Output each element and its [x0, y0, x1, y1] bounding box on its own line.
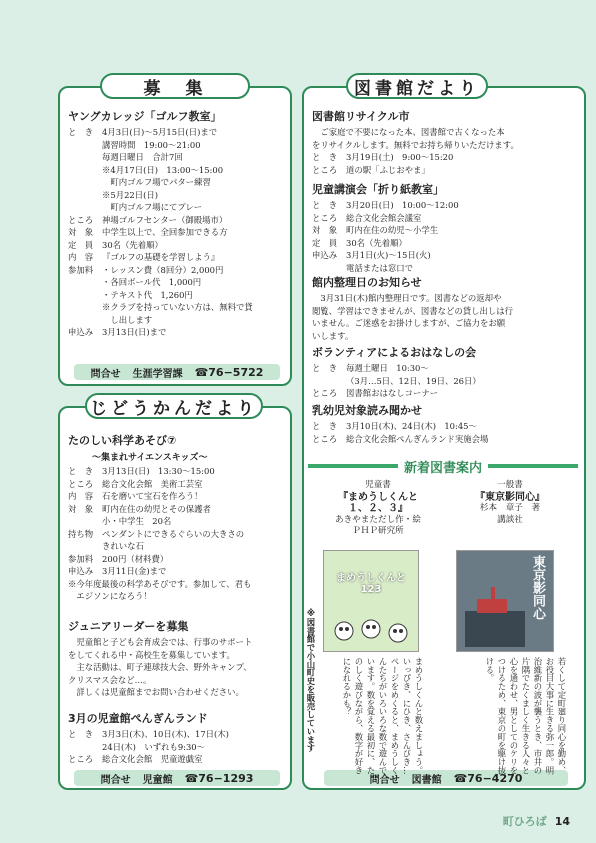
origami-heading: 児童講演会「折り紙教室」: [312, 183, 444, 196]
contact-label: 問合せ: [100, 774, 131, 786]
closure-text-1: 3月31日(木)館内整理日です。図書などの返却や: [312, 293, 502, 303]
detail-label: 申込み: [68, 327, 94, 337]
detail-value: 図書館おはなしコーナー: [346, 388, 439, 398]
detail-row: [68, 201, 290, 214]
detail-label: [68, 164, 102, 177]
detail-row: [68, 326, 290, 339]
detail-value: 3月13日(日) 13:30～15:00: [102, 466, 215, 476]
detail-value: 『ゴルフの基礎を学習しよう』: [102, 252, 220, 262]
detail-row: [68, 164, 290, 177]
junior-leader-section: [68, 618, 290, 699]
origami-details: [312, 199, 584, 274]
detail-label: [68, 276, 102, 289]
detail-value: 200円（材料費）: [102, 553, 169, 564]
penguin-land-heading: 3月の児童館ぺんぎんランド: [68, 712, 208, 725]
science-note-2: エジソンになろう！: [68, 591, 152, 601]
contact-dept: 生涯学習課: [132, 368, 183, 380]
storytime-heading: ボランティアによるおはなしの会: [312, 346, 477, 359]
detail-label: 定 員: [68, 239, 94, 250]
detail-label: ところ: [68, 754, 94, 764]
detail-row: [68, 276, 290, 289]
detail-row: [68, 553, 290, 566]
book1-author: あきやまただし作・絵: [335, 514, 421, 525]
page-footer: [503, 813, 570, 829]
detail-row: [68, 226, 290, 239]
contact-dept: 児童館: [142, 774, 173, 786]
closure-section: [312, 274, 584, 342]
recycle-text-2: をリサイクルします。無料でお持ち帰りいただけます。: [312, 139, 519, 150]
recycle-text-1: ご家庭で不要になった本、図書館で古くなった本: [312, 127, 505, 137]
detail-row: [312, 375, 584, 388]
detail-label: 内 容: [68, 491, 94, 501]
detail-label: [312, 375, 346, 388]
detail-label: [68, 289, 102, 302]
detail-label: ところ: [312, 388, 338, 398]
contact-tel: ☎76−1293: [184, 771, 254, 785]
detail-value: ペンダントにできるぐらいの大きさの: [102, 528, 245, 539]
detail-label: [68, 314, 102, 327]
book1-cover: [323, 550, 419, 652]
detail-row: [68, 189, 290, 202]
banner-line-right: [488, 464, 578, 468]
detail-row: [68, 490, 290, 503]
book2-info: [450, 480, 570, 526]
book2-description: 若くして定町廻り同心を勤め、お役目大事に生きる弥一郎。明治維新の波が襲うとき、市井の片隅でたくましく生きる人々と心を通わせ、男としてのケリをつけるため、東京の町を駆け抜ける。: [485, 657, 567, 775]
detail-row: [312, 387, 584, 400]
detail-label: [68, 540, 102, 553]
detail-value: ※クラブを持っていない方は、無料で貸: [102, 302, 253, 312]
detail-row: [312, 164, 584, 177]
detail-label: 参加料: [68, 264, 94, 275]
junior-leader-text-1: 児童館と子ども会育成会では、行事のサポート: [68, 637, 253, 647]
detail-value: ・各回ボール代 1,000円: [102, 277, 202, 287]
junior-leader-text-3: 主な活動は、町子連球技大会、野外キャンプ、: [68, 662, 252, 672]
origami-section: [312, 181, 584, 274]
jido-title: [85, 393, 263, 419]
detail-value: 道の駅「ふじおやま」: [346, 164, 430, 175]
book1-title: 『まめうしくんと: [338, 491, 418, 503]
junior-leader-text-2: をしてくれる中・高校生を募集しています。: [68, 649, 235, 660]
detail-label: ところ: [68, 214, 94, 225]
detail-value: し出します: [102, 314, 153, 325]
detail-value: 総合文化会館会議室: [346, 212, 422, 223]
detail-value: 電話または窓口で: [346, 262, 413, 273]
detail-value: 石を磨いて宝石を作ろう！: [102, 491, 203, 501]
detail-label: [68, 301, 102, 314]
detail-label: と き: [68, 127, 94, 137]
detail-value: 3月13日(日)まで: [102, 327, 167, 337]
detail-value: 3月1日(火)～15日(火): [346, 250, 431, 260]
detail-row: [312, 262, 584, 275]
detail-value: 神場ゴルフセンター（御殿場市）: [102, 214, 228, 225]
closure-text-2: 閲覧、学習はできませんが、図書などの貸し出しは行: [312, 305, 513, 316]
detail-row: [312, 151, 584, 164]
detail-value: ・テキスト代 1,260円: [102, 289, 193, 300]
contact-tel: ☎76−5722: [194, 365, 264, 379]
detail-row: [68, 565, 290, 578]
book1-publisher: ＰＨＰ研究所: [352, 526, 404, 536]
golf-heading: ヤングカレッジ「ゴルフ教室」: [68, 110, 222, 123]
book1-cover-art: [324, 551, 418, 651]
detail-row: [68, 264, 290, 277]
jido-panel: [58, 406, 292, 790]
detail-value: 総合文化会館ぺんぎんランド実施会場: [346, 433, 489, 444]
detail-value: 4月3日(日)～5月15日(日)まで: [102, 127, 218, 137]
detail-row: [312, 420, 584, 433]
closure-heading: 館内整理日のお知らせ: [312, 276, 422, 289]
detail-label: 対 象: [68, 227, 94, 237]
detail-row: [68, 465, 290, 478]
banner-line-left: [308, 464, 398, 468]
book1-info: [318, 480, 438, 538]
detail-row: [68, 214, 290, 227]
detail-label: ところ: [312, 164, 338, 175]
book1-cover-text: まめうしくんと 123: [336, 573, 406, 595]
detail-value: 中学生以上で、全回参加できる方: [102, 227, 228, 237]
detail-label: と き: [312, 421, 338, 431]
detail-value: 30名（先着順）: [102, 239, 163, 250]
book1-category: 児童書: [365, 480, 391, 490]
detail-row: [68, 528, 290, 541]
detail-value: ※5月22日(日): [102, 189, 159, 200]
junior-leader-heading: ジュニアリーダーを募集: [68, 620, 189, 633]
detail-label: [68, 189, 102, 202]
infant-reading-details: [312, 420, 584, 445]
junior-leader-text-4: クリスマス会など…。: [68, 674, 152, 685]
detail-row: [68, 251, 290, 264]
contact-tel: ☎76−4270: [453, 771, 523, 785]
detail-label: と き: [312, 363, 338, 373]
detail-value: 総合文化会館 美術工芸室: [102, 478, 203, 489]
closure-text-3: いません。ご迷惑をお掛けしますが、ご協力をお願: [312, 318, 506, 328]
detail-value: 3月3日(木)、10日(木)、17日(木): [102, 729, 229, 739]
detail-value: （3月…5日、12日、19日、26日）: [346, 375, 481, 386]
detail-row: [312, 362, 584, 375]
boshu-title: [100, 73, 250, 99]
detail-label: 対 象: [68, 503, 94, 514]
detail-value: 総合文化会館 児童遊戯室: [102, 754, 203, 764]
detail-row: [312, 433, 584, 446]
detail-value: 毎週日曜日 合計7回: [102, 152, 183, 162]
book2-publisher: 講談社: [497, 514, 523, 525]
book2-cover-text: 東京影同心: [530, 555, 545, 620]
penguin-land-section: [68, 710, 290, 766]
detail-label: ところ: [312, 433, 338, 444]
detail-row: [68, 741, 290, 754]
science-section: [68, 432, 290, 603]
detail-label: 申込み: [68, 566, 94, 576]
tosho-title-text: 図書館だより: [354, 78, 480, 99]
detail-label: 定 員: [312, 237, 338, 248]
detail-label: 内 容: [68, 252, 94, 262]
detail-label: [68, 515, 102, 528]
detail-value: 3月10日(木)、24日(木) 10:45～: [346, 421, 477, 431]
detail-row: [68, 151, 290, 164]
penguin-land-details: [68, 728, 290, 766]
detail-label: 申込み: [312, 250, 338, 260]
footer-logo: 町ひろば: [502, 815, 547, 828]
detail-value: 町内ゴルフ場でパター練習: [102, 177, 211, 187]
detail-row: [312, 224, 584, 237]
detail-row: [68, 503, 290, 516]
golf-section: [68, 108, 290, 339]
detail-label: と き: [312, 152, 338, 162]
detail-row: [312, 212, 584, 225]
detail-row: [68, 289, 290, 302]
boshu-title-text: 募 集: [143, 78, 207, 99]
closure-text-4: いします。: [312, 330, 354, 341]
recycle-section: [312, 108, 584, 176]
boshu-contact: [74, 364, 280, 380]
detail-row: [68, 728, 290, 741]
recycle-details: [312, 151, 584, 176]
detail-value: 町内在住の幼児～小学生: [346, 225, 439, 235]
junior-leader-text-5: 詳しくは児童館までお問い合わせください。: [68, 687, 244, 697]
detail-label: ところ: [68, 478, 94, 489]
detail-label: 対 象: [312, 225, 338, 235]
science-heading: たのしい科学あそび⑦: [68, 434, 177, 447]
detail-value: 3月11日(金)まで: [102, 566, 167, 576]
detail-row: [68, 126, 290, 139]
book2-category: 一般書: [497, 480, 523, 490]
detail-row: [68, 753, 290, 766]
boshu-panel: [58, 86, 292, 386]
infant-reading-heading: 乳幼児対象読み聞かせ: [312, 404, 422, 417]
detail-row: [68, 314, 290, 327]
detail-row: [312, 249, 584, 262]
book2-author: 杉本 章子 著: [479, 503, 541, 513]
detail-label: [312, 262, 346, 275]
detail-label: 参加料: [68, 553, 94, 564]
book2-cover: [456, 550, 554, 652]
golf-details: [68, 126, 290, 339]
infant-reading-section: [312, 402, 584, 445]
detail-label: [68, 741, 102, 754]
detail-row: [68, 139, 290, 152]
detail-value: 町内ゴルフ場にてプレー: [102, 202, 203, 212]
detail-value: 町内在住の幼児とその保護者: [102, 503, 211, 514]
detail-label: [68, 151, 102, 164]
detail-value: ※4月17日(日) 13:00～15:00: [102, 164, 224, 175]
science-details: [68, 465, 290, 578]
detail-label: 持ち物: [68, 528, 94, 539]
detail-value: 講習時間 19:00～21:00: [102, 139, 201, 150]
new-books-banner: [308, 458, 578, 474]
detail-value: 24日(木) いずれも9:30～: [102, 741, 205, 752]
storytime-details: [312, 362, 584, 400]
contact-dept: 図書館: [411, 774, 442, 786]
detail-label: と き: [312, 200, 338, 210]
science-subheading: ～集まれサイエンスキッズ～: [92, 453, 208, 463]
detail-value: 小・中学生 20名: [102, 516, 172, 526]
tosho-title: [346, 73, 488, 99]
detail-label: [68, 139, 102, 152]
storytime-section: [312, 344, 584, 400]
detail-row: [68, 540, 290, 553]
detail-value: 毎週土曜日 10:30～: [346, 363, 429, 373]
detail-value: 3月20日(日) 10:00～12:00: [346, 200, 459, 210]
detail-row: [312, 199, 584, 212]
detail-value: 3月19日(土) 9:00～15:20: [346, 152, 454, 162]
detail-row: [68, 239, 290, 252]
detail-value: きれいな石: [102, 541, 144, 551]
detail-label: [68, 201, 102, 214]
recycle-heading: 図書館リサイクル市: [312, 110, 410, 123]
detail-row: [68, 515, 290, 528]
detail-row: [312, 237, 584, 250]
detail-label: と き: [68, 729, 94, 739]
page-number: 14: [554, 814, 570, 828]
detail-row: [68, 301, 290, 314]
jido-title-text: じどうかんだより: [90, 398, 258, 419]
science-note: ※今年度最後の科学あそびです。参加して、君も: [68, 578, 252, 589]
detail-row: [68, 478, 290, 491]
detail-row: [68, 176, 290, 189]
contact-label: 問合せ: [369, 774, 400, 786]
detail-value: ・レッスン費（8回分）2,000円: [102, 264, 224, 275]
book1-title-2: １、２、３』: [348, 503, 408, 514]
contact-label: 問合せ: [90, 368, 121, 380]
book1-description: まめうしくんと数えましょう。いっぴき、にひき、さんびき…ページをめくると、まめうしくんたちがいろいろな数で遊んでいます。数を覚える最初に、たのしく遊びながら、数字が好きになれるかも？: [342, 657, 424, 775]
detail-value: 30名（先着順）: [346, 237, 407, 248]
new-books-title: 新着図書案内: [404, 460, 483, 476]
vertical-note: ※図書館で小山町史を販売しています: [306, 608, 316, 753]
detail-label: ところ: [312, 212, 338, 223]
detail-label: と き: [68, 466, 94, 476]
book2-title: 『東京影同心』: [475, 491, 545, 503]
jido-contact: [74, 770, 280, 786]
detail-label: [68, 176, 102, 189]
